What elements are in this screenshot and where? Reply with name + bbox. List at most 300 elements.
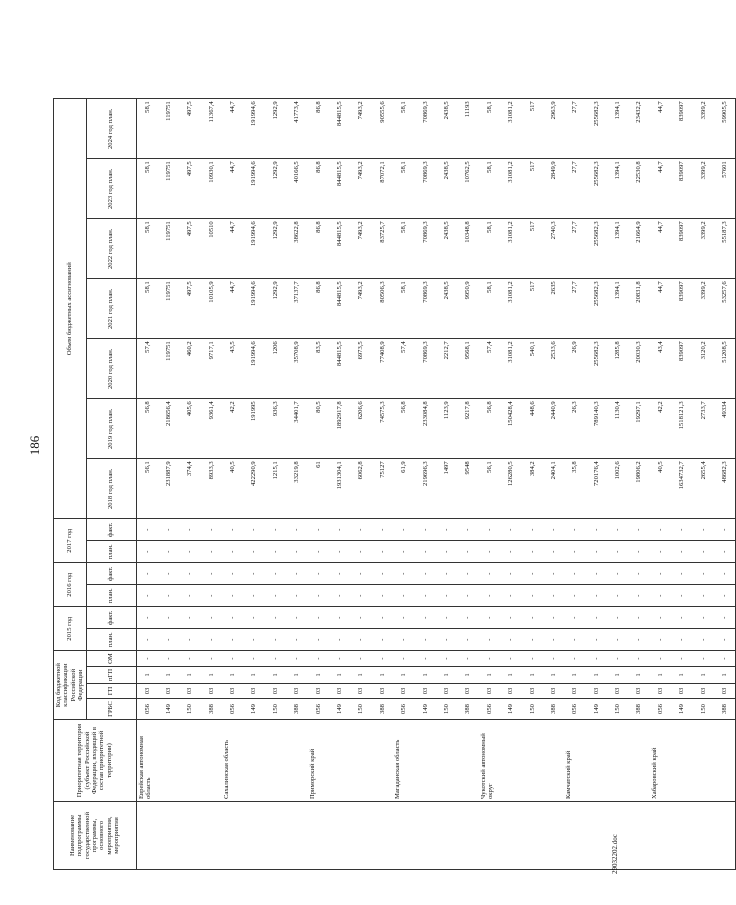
volume-cell: 58,1 — [479, 279, 500, 339]
historical-cell: - — [329, 519, 350, 541]
volume-cell: 3399,2 — [693, 99, 714, 159]
om-cell: - — [436, 651, 457, 667]
grbs-cell: 388 — [286, 699, 307, 720]
historical-cell: - — [543, 519, 564, 541]
grbs-cell: 150 — [265, 699, 286, 720]
volume-cell: 23432,2 — [628, 99, 649, 159]
table-header — [54, 99, 137, 870]
historical-cell: - — [693, 585, 714, 607]
volume-cell: 460,2 — [179, 339, 200, 399]
historical-cell: - — [457, 629, 478, 651]
historical-cell: - — [543, 629, 564, 651]
gp-cell: 03 — [372, 684, 393, 699]
header-2017-fact: факт. — [86, 519, 136, 541]
historical-cell: - — [179, 585, 200, 607]
table-row — [265, 99, 286, 870]
volume-cell: 77408,9 — [372, 339, 393, 399]
om-cell: - — [350, 651, 371, 667]
historical-cell: - — [586, 563, 607, 585]
volume-cell: 20030,3 — [628, 339, 649, 399]
historical-cell: - — [714, 607, 736, 629]
grbs-cell: 056 — [650, 699, 671, 720]
territory-cell — [158, 720, 179, 802]
historical-cell: - — [564, 563, 585, 585]
historical-cell: - — [393, 519, 414, 541]
historical-cell: - — [522, 541, 543, 563]
historical-cell: - — [350, 519, 371, 541]
volume-cell: 497,5 — [179, 219, 200, 279]
pgp-cell: 1 — [671, 666, 692, 683]
volume-cell: 11193 — [457, 99, 478, 159]
om-cell: - — [564, 651, 585, 667]
volume-cell: 70869,3 — [415, 339, 436, 399]
historical-cell: - — [201, 541, 222, 563]
program-cell — [586, 802, 607, 870]
volume-cell: 86,8 — [308, 99, 329, 159]
grbs-cell: 150 — [436, 699, 457, 720]
historical-cell: - — [564, 519, 585, 541]
volume-cell: 43,4 — [650, 339, 671, 399]
program-cell — [243, 802, 264, 870]
historical-cell: - — [201, 585, 222, 607]
volume-cell: 11367,4 — [201, 99, 222, 159]
volume-cell: 1394,1 — [607, 159, 628, 219]
pgp-cell: 1 — [201, 666, 222, 683]
historical-cell: - — [693, 607, 714, 629]
volume-cell: 43,5 — [222, 339, 243, 399]
table-row — [436, 99, 457, 870]
territory-cell — [500, 720, 521, 802]
volume-cell: 1292,9 — [265, 279, 286, 339]
volume-cell: 936,3 — [265, 399, 286, 459]
volume-cell: 2733,7 — [693, 399, 714, 459]
volume-cell: 53257,6 — [714, 279, 736, 339]
volume-cell: 3120,2 — [693, 339, 714, 399]
historical-cell: - — [350, 629, 371, 651]
pgp-cell: 1 — [222, 666, 243, 683]
historical-cell: - — [564, 629, 585, 651]
volume-cell: 49334 — [714, 399, 736, 459]
table-row — [650, 99, 671, 870]
header-territory: Приоритетная территория (субъект Российской Федерации, входящий в состав приоритетной территории) — [54, 720, 137, 802]
historical-cell: - — [222, 607, 243, 629]
table-row — [522, 99, 543, 870]
pgp-cell: 1 — [179, 666, 200, 683]
volume-cell: 27,7 — [564, 159, 585, 219]
volume-cell: 255682,3 — [586, 339, 607, 399]
historical-cell: - — [308, 607, 329, 629]
volume-cell: 44,7 — [222, 279, 243, 339]
territory-cell — [586, 720, 607, 802]
program-cell — [372, 802, 393, 870]
om-cell: - — [222, 651, 243, 667]
volume-cell: 41773,4 — [286, 99, 307, 159]
historical-cell: - — [350, 563, 371, 585]
historical-cell: - — [329, 607, 350, 629]
historical-cell: - — [586, 519, 607, 541]
table-row — [136, 99, 158, 870]
historical-cell: - — [201, 563, 222, 585]
volume-cell: 9361,4 — [201, 399, 222, 459]
pgp-cell: 1 — [607, 666, 628, 683]
volume-cell: 422290,9 — [243, 459, 264, 519]
historical-cell: - — [415, 519, 436, 541]
historical-cell: - — [671, 585, 692, 607]
historical-cell: - — [693, 541, 714, 563]
historical-cell: - — [265, 629, 286, 651]
header-kbk: Код бюджетной классификации Российской Федерации — [54, 651, 87, 720]
volume-cell: 20831,8 — [628, 279, 649, 339]
historical-cell: - — [714, 585, 736, 607]
volume-cell: 119751 — [158, 279, 179, 339]
header-2015-fact: факт. — [86, 607, 136, 629]
historical-cell: - — [158, 541, 179, 563]
volume-cell: 70869,3 — [415, 219, 436, 279]
grbs-cell: 150 — [607, 699, 628, 720]
volume-cell: 10348,8 — [457, 219, 478, 279]
historical-cell: - — [650, 541, 671, 563]
historical-cell: - — [457, 563, 478, 585]
volume-cell: 58,1 — [136, 279, 158, 339]
om-cell: - — [329, 651, 350, 667]
historical-cell: - — [500, 541, 521, 563]
volume-cell: 75127 — [372, 459, 393, 519]
volume-cell: 1394,1 — [607, 99, 628, 159]
om-cell: - — [607, 651, 628, 667]
table-row — [628, 99, 649, 870]
historical-cell: - — [650, 519, 671, 541]
historical-cell: - — [136, 519, 158, 541]
grbs-cell: 149 — [586, 699, 607, 720]
historical-cell: - — [286, 585, 307, 607]
historical-cell: - — [650, 629, 671, 651]
volume-cell: 58,1 — [136, 99, 158, 159]
volume-cell: 58,1 — [479, 159, 500, 219]
om-cell: - — [415, 651, 436, 667]
gp-cell: 03 — [522, 684, 543, 699]
gp-cell: 03 — [179, 684, 200, 699]
volume-cell: 40,5 — [650, 459, 671, 519]
historical-cell: - — [714, 519, 736, 541]
territory-cell — [522, 720, 543, 802]
header-year-plan: 2021 год план. — [86, 279, 136, 339]
volume-cell: 540,1 — [522, 339, 543, 399]
table-row — [158, 99, 179, 870]
volume-cell: 44,7 — [222, 219, 243, 279]
om-cell: - — [628, 651, 649, 667]
header-volume: Объем бюджетных ассигнований — [54, 99, 87, 519]
historical-cell: - — [714, 541, 736, 563]
volume-cell: 31081,2 — [500, 159, 521, 219]
volume-cell: 34401,7 — [286, 399, 307, 459]
volume-cell: 55187,3 — [714, 219, 736, 279]
historical-cell: - — [415, 607, 436, 629]
volume-cell: 844815,5 — [329, 159, 350, 219]
historical-cell: - — [564, 541, 585, 563]
historical-cell: - — [607, 585, 628, 607]
header-year-plan: 2023 год план. — [86, 159, 136, 219]
om-cell: - — [243, 651, 264, 667]
om-cell: - — [500, 651, 521, 667]
historical-cell: - — [243, 519, 264, 541]
om-cell: - — [372, 651, 393, 667]
historical-cell: - — [457, 541, 478, 563]
historical-cell: - — [222, 541, 243, 563]
historical-cell: - — [543, 563, 564, 585]
gp-cell: 03 — [607, 684, 628, 699]
gp-cell: 03 — [564, 684, 585, 699]
pgp-cell: 1 — [286, 666, 307, 683]
volume-cell: 48682,3 — [714, 459, 736, 519]
historical-cell: - — [243, 585, 264, 607]
historical-cell: - — [243, 563, 264, 585]
gp-cell: 03 — [308, 684, 329, 699]
pgp-cell: 1 — [136, 666, 158, 683]
pgp-cell: 1 — [393, 666, 414, 683]
table-row — [671, 99, 692, 870]
volume-cell: 61 — [308, 459, 329, 519]
om-cell: - — [650, 651, 671, 667]
volume-cell: 58,1 — [393, 159, 414, 219]
pgp-cell: 1 — [522, 666, 543, 683]
volume-cell: 10510 — [201, 219, 222, 279]
table-row — [393, 99, 414, 870]
historical-cell: - — [628, 629, 649, 651]
historical-cell: - — [372, 607, 393, 629]
historical-cell: - — [286, 607, 307, 629]
volume-cell: 44,7 — [222, 159, 243, 219]
volume-cell: 80,5 — [308, 399, 329, 459]
pgp-cell: 1 — [265, 666, 286, 683]
historical-cell: - — [586, 541, 607, 563]
grbs-cell: 056 — [136, 699, 158, 720]
historical-cell: - — [308, 519, 329, 541]
table-body — [136, 99, 736, 870]
volume-cell: 119751 — [158, 99, 179, 159]
volume-cell: 1292,9 — [265, 159, 286, 219]
historical-cell: - — [136, 607, 158, 629]
historical-cell: - — [222, 563, 243, 585]
volume-cell: 1518121,3 — [671, 399, 692, 459]
historical-cell: - — [243, 541, 264, 563]
historical-cell: - — [415, 541, 436, 563]
gp-cell: 03 — [243, 684, 264, 699]
header-om: ОМ — [86, 651, 136, 667]
pgp-cell: 1 — [329, 666, 350, 683]
historical-cell: - — [436, 563, 457, 585]
program-cell — [201, 802, 222, 870]
territory-cell: Магаданская область — [393, 720, 414, 802]
territory-cell — [243, 720, 264, 802]
volume-cell: 27,7 — [564, 99, 585, 159]
historical-cell: - — [243, 629, 264, 651]
historical-cell: - — [671, 607, 692, 629]
pgp-cell: 1 — [693, 666, 714, 683]
volume-cell: 56,8 — [479, 399, 500, 459]
volume-cell: 191994,6 — [243, 279, 264, 339]
gp-cell: 03 — [693, 684, 714, 699]
historical-cell: - — [179, 607, 200, 629]
grbs-cell: 149 — [158, 699, 179, 720]
volume-cell: 1130,4 — [607, 399, 628, 459]
territory-cell — [714, 720, 736, 802]
historical-cell: - — [136, 585, 158, 607]
volume-cell: 2212,7 — [436, 339, 457, 399]
om-cell: - — [158, 651, 179, 667]
historical-cell: - — [500, 563, 521, 585]
header-gp: ГП — [86, 684, 136, 699]
table-row — [243, 99, 264, 870]
historical-cell: - — [158, 585, 179, 607]
table-row — [201, 99, 222, 870]
volume-cell: 1892917,8 — [329, 399, 350, 459]
historical-cell: - — [158, 607, 179, 629]
header-year-plan: 2024 год план. — [86, 99, 136, 159]
historical-cell: - — [372, 629, 393, 651]
historical-cell: - — [329, 563, 350, 585]
volume-cell: 58,1 — [136, 219, 158, 279]
gp-cell: 03 — [222, 684, 243, 699]
historical-cell: - — [543, 585, 564, 607]
volume-cell: 58,1 — [136, 159, 158, 219]
pgp-cell: 1 — [350, 666, 371, 683]
historical-cell: - — [393, 585, 414, 607]
territory-cell — [372, 720, 393, 802]
volume-cell: 70869,3 — [415, 279, 436, 339]
volume-cell: 2963,9 — [543, 99, 564, 159]
program-cell — [522, 802, 543, 870]
volume-cell: 191995 — [243, 399, 264, 459]
volume-cell: 40,5 — [222, 459, 243, 519]
volume-cell: 33219,8 — [286, 459, 307, 519]
historical-cell: - — [628, 607, 649, 629]
historical-cell: - — [436, 585, 457, 607]
volume-cell: 497,5 — [179, 279, 200, 339]
pgp-cell: 1 — [564, 666, 585, 683]
volume-cell: 7493,2 — [350, 279, 371, 339]
historical-cell: - — [415, 585, 436, 607]
header-year-plan: 2022 год план. — [86, 219, 136, 279]
header-pgp: пГП — [86, 666, 136, 683]
territory-cell: Хабаровский край — [650, 720, 671, 802]
volume-cell: 1394,1 — [607, 219, 628, 279]
historical-cell: - — [222, 585, 243, 607]
om-cell: - — [179, 651, 200, 667]
historical-cell: - — [201, 607, 222, 629]
volume-cell: 1215,1 — [265, 459, 286, 519]
page-number: 186 — [27, 435, 42, 456]
gp-cell: 03 — [500, 684, 521, 699]
volume-cell: 405,6 — [179, 399, 200, 459]
historical-cell: - — [136, 629, 158, 651]
volume-cell: 7493,2 — [350, 159, 371, 219]
territory-cell — [201, 720, 222, 802]
volume-cell: 57,4 — [393, 339, 414, 399]
historical-cell: - — [479, 607, 500, 629]
territory-cell — [350, 720, 371, 802]
historical-cell: - — [479, 541, 500, 563]
volume-cell: 219696,3 — [415, 459, 436, 519]
volume-cell: 384,2 — [522, 459, 543, 519]
grbs-cell: 388 — [457, 699, 478, 720]
pgp-cell: 1 — [436, 666, 457, 683]
table-row — [479, 99, 500, 870]
volume-cell: 56,1 — [136, 459, 158, 519]
historical-cell: - — [201, 519, 222, 541]
historical-cell: - — [286, 629, 307, 651]
volume-cell: 7493,2 — [350, 219, 371, 279]
volume-cell: 70869,3 — [415, 159, 436, 219]
historical-cell: - — [479, 519, 500, 541]
volume-cell: 2635 — [543, 279, 564, 339]
historical-cell: - — [243, 607, 264, 629]
header-2015: 2015 год — [54, 607, 87, 651]
om-cell: - — [714, 651, 736, 667]
volume-cell: 517 — [522, 159, 543, 219]
historical-cell: - — [543, 541, 564, 563]
historical-cell: - — [564, 585, 585, 607]
territory-cell: Еврейская автономная область — [136, 720, 158, 802]
program-cell — [329, 802, 350, 870]
volume-cell: 191994,6 — [243, 99, 264, 159]
territory-cell — [671, 720, 692, 802]
historical-cell: - — [693, 519, 714, 541]
historical-cell: - — [179, 519, 200, 541]
volume-cell: 57,4 — [479, 339, 500, 399]
gp-cell: 03 — [158, 684, 179, 699]
table-row — [564, 99, 585, 870]
historical-cell: - — [607, 541, 628, 563]
volume-cell: 374,4 — [179, 459, 200, 519]
volume-cell: 31081,2 — [500, 339, 521, 399]
volume-cell: 9217,8 — [457, 399, 478, 459]
volume-cell: 839097 — [671, 159, 692, 219]
volume-cell: 10105,9 — [201, 279, 222, 339]
volume-cell: 839097 — [671, 279, 692, 339]
volume-cell: 58,1 — [393, 219, 414, 279]
table-row — [415, 99, 436, 870]
historical-cell: - — [522, 585, 543, 607]
volume-cell: 1931304,1 — [329, 459, 350, 519]
header-2016: 2016 год — [54, 563, 87, 607]
volume-cell: 2440,9 — [543, 399, 564, 459]
gp-cell: 03 — [479, 684, 500, 699]
gp-cell: 03 — [265, 684, 286, 699]
program-cell — [628, 802, 649, 870]
historical-cell: - — [457, 607, 478, 629]
program-cell — [158, 802, 179, 870]
volume-cell: 6206,6 — [350, 399, 371, 459]
historical-cell: - — [372, 585, 393, 607]
historical-cell: - — [308, 541, 329, 563]
historical-cell: - — [393, 607, 414, 629]
historical-cell: - — [415, 563, 436, 585]
table-row — [586, 99, 607, 870]
historical-cell: - — [436, 629, 457, 651]
volume-cell: 56,1 — [479, 459, 500, 519]
volume-cell: 6062,8 — [350, 459, 371, 519]
volume-cell: 44,7 — [222, 99, 243, 159]
historical-cell: - — [350, 541, 371, 563]
historical-cell: - — [671, 541, 692, 563]
historical-cell: - — [265, 585, 286, 607]
territory-cell — [179, 720, 200, 802]
budget-table — [53, 98, 736, 870]
territory-cell — [693, 720, 714, 802]
gp-cell: 03 — [136, 684, 158, 699]
program-cell — [286, 802, 307, 870]
volume-cell: 44,7 — [650, 99, 671, 159]
